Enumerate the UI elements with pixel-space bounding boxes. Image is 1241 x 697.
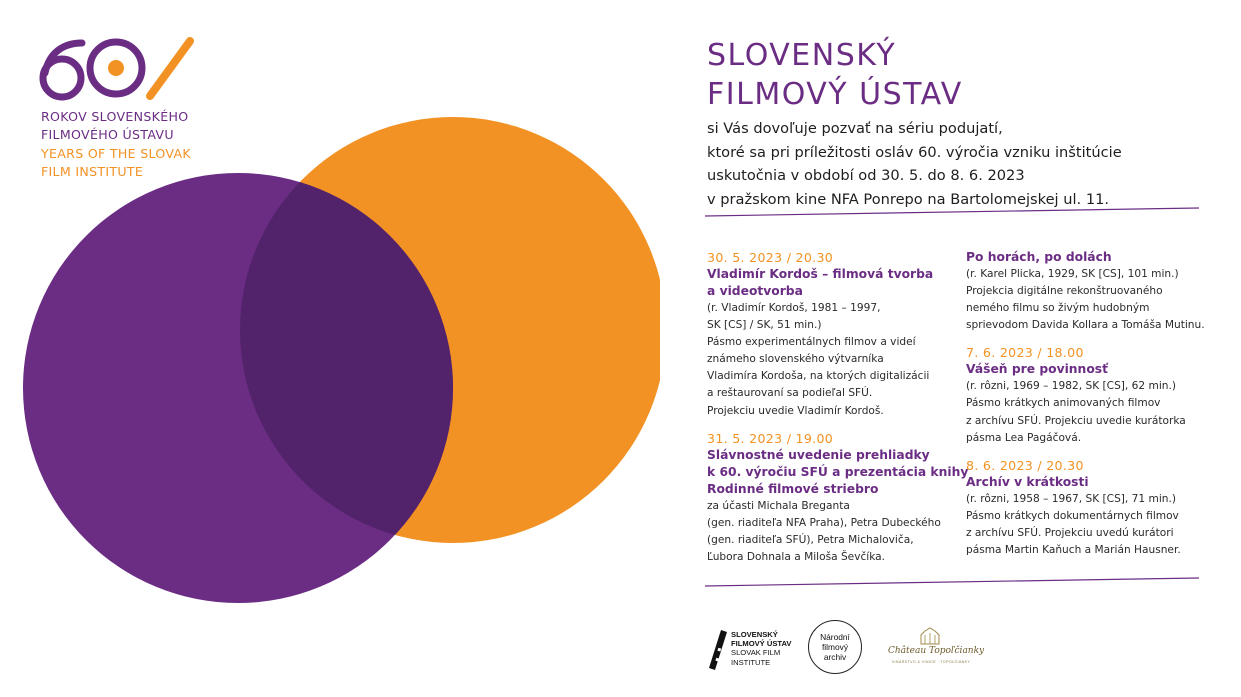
event-text-line: Pásmo experimentálnych filmov a videí: [707, 336, 916, 349]
event-text-line: Vladimíra Kordoša, na ktorých digitalizácii: [707, 370, 930, 383]
event-text-line: (r. rôzni, 1958 – 1967, SK [CS], 71 min.): [966, 492, 1176, 505]
event-text-line: pásma Martin Kaňuch a Marián Hausner.: [966, 544, 1181, 557]
event-text-line: pásma Lea Pagáčová.: [966, 431, 1082, 444]
sfu-line: FILMOVÝ ÚSTAV: [731, 639, 792, 649]
event-title-line: k 60. výročiu SFÚ a prezentácia knihy: [707, 464, 969, 479]
logo-line-4: FILM INSTITUTE: [41, 164, 144, 180]
event-text-line: (r. rôzni, 1969 – 1982, SK [CS], 62 min.): [966, 380, 1176, 393]
event-description: [966, 266, 1211, 334]
event-text-line: z archívu SFÚ. Projekciu uvedú kurátori: [966, 526, 1174, 539]
program-column-left: [707, 249, 969, 576]
event-text-line: známeho slovenského výtvarníka: [707, 353, 884, 366]
event-text-line: za účasti Michala Breganta: [707, 499, 850, 512]
event-text-line: Pásmo krátkych dokumentárnych filmov: [966, 509, 1179, 522]
chateau-topolcianky-logo: [888, 626, 985, 672]
event-text-line: Pásmo krátkych animovaných filmov: [966, 397, 1161, 410]
sfu-line: INSTITUTE: [731, 657, 771, 667]
event-text-line: Ľubora Dohnala a Miloša Ševčíka.: [707, 550, 886, 563]
event-title: [707, 447, 969, 498]
event-text-line: sprievodom Davida Kollara a Tomáša Mutinu.: [966, 319, 1205, 332]
event-title-line: Archív v krátkosti: [966, 474, 1089, 489]
event-text-line: (r. Karel Plicka, 1929, SK [CS], 101 min.): [966, 268, 1179, 280]
event-title-line: Rodinné filmové striebro: [707, 481, 879, 496]
divider-bottom: [705, 577, 1205, 587]
event-item: [966, 344, 1211, 446]
event-date: 30. 5. 2023 / 20.30: [707, 250, 834, 265]
event-description: [707, 300, 955, 420]
event-title-line: Vladimír Kordoš – filmová tvorba: [707, 267, 934, 281]
event-description: [966, 491, 1211, 559]
chateau-building-icon: [919, 627, 941, 645]
invitation-text: [707, 117, 1122, 211]
sfu-line: SLOVAK FILM: [731, 648, 781, 658]
event-text-line: (gen. riaditeľa SFÚ), Petra Michaloviča,: [707, 533, 914, 546]
event-item: [966, 457, 1211, 559]
nfa-line: Národní: [820, 632, 850, 642]
anniversary-caption: [41, 108, 191, 182]
event-description: [966, 378, 1211, 446]
event-title-line: a videotvorba: [707, 284, 803, 298]
event-text-line: SK [CS] / SK, 51 min.): [707, 319, 822, 332]
event-date: 8. 6. 2023 / 20.30: [966, 457, 1084, 473]
nfa-logo: [808, 620, 862, 674]
event-text-line: a reštaurovaní sa podieľal SFÚ.: [707, 387, 873, 400]
event-title: [966, 361, 1211, 378]
nfa-line: filmový: [821, 642, 849, 652]
event-title-line: Po horách, po dolách: [966, 250, 1112, 264]
event-title-line: Vášeň pre povinnosť: [966, 362, 1108, 377]
event-description: [707, 498, 955, 566]
event-date: 31. 5. 2023 / 19.00: [707, 430, 834, 446]
chateau-name: Château Topoľčianky: [888, 646, 985, 656]
event-title: [707, 266, 955, 300]
event-text-line: (r. Vladimír Kordoš, 1981 – 1997,: [707, 302, 881, 314]
logo-line-2: FILMOVÉHO ÚSTAVU: [41, 127, 174, 143]
event-title: [966, 474, 1211, 491]
event-text-line: Projekcia digitálne rekonštruovaného: [966, 285, 1163, 298]
event-title-line: Slávnostné uvedenie prehliadky: [707, 447, 930, 462]
event-item: [707, 249, 955, 420]
sfu-line: SLOVENSKÝ: [731, 630, 778, 639]
intro-line-2: ktoré sa pri príležitosti osláv 60. výročia vzniku inštitúcie: [707, 143, 1122, 161]
event-date: 7. 6. 2023 / 18.00: [966, 345, 1084, 361]
event-text-line: Projekciu uvedie Vladimír Kordoš.: [707, 404, 884, 417]
intro-line-1: si Vás dovoľuje pozvať na sériu podujatí,: [707, 120, 1003, 137]
anniversary-60-logo: [38, 36, 198, 106]
event-text-line: z archívu SFÚ. Projekciu uvedie kurátorka: [966, 414, 1186, 427]
institute-headline: [707, 36, 963, 114]
event-title: [966, 249, 1211, 266]
film-strip-icon: [707, 628, 729, 670]
sfu-logo: [707, 626, 797, 672]
headline-line-1: SLOVENSKÝ: [707, 38, 897, 73]
divider-top: [705, 207, 1205, 217]
nfa-line: archiv: [823, 652, 847, 662]
intro-line-4: v pražskom kine NFA Ponrepo na Bartolomejskej ul. 11.: [707, 190, 1110, 208]
logo-line-3: YEARS OF THE SLOVAK: [41, 145, 191, 161]
program-column-right: [966, 249, 1211, 569]
event-item: [707, 430, 969, 566]
headline-line-2: FILMOVÝ ÚSTAV: [707, 77, 963, 112]
orange-dot: [108, 60, 124, 76]
chateau-subtitle: VINÁRSTVO & VINICE · TOPOĽČIANKY: [891, 660, 971, 664]
event-text-line: nemého filmu so živým hudobným: [966, 302, 1150, 315]
event-item: [966, 249, 1211, 334]
intro-line-3: uskutočnia v období od 30. 5. do 8. 6. 2023: [707, 167, 1025, 184]
logo-line-1: ROKOV SLOVENSKÉHO: [41, 109, 189, 124]
event-text-line: (gen. riaditeľa NFA Praha), Petra Dubeckého: [707, 516, 941, 529]
sfu-logo-text: [731, 630, 791, 667]
